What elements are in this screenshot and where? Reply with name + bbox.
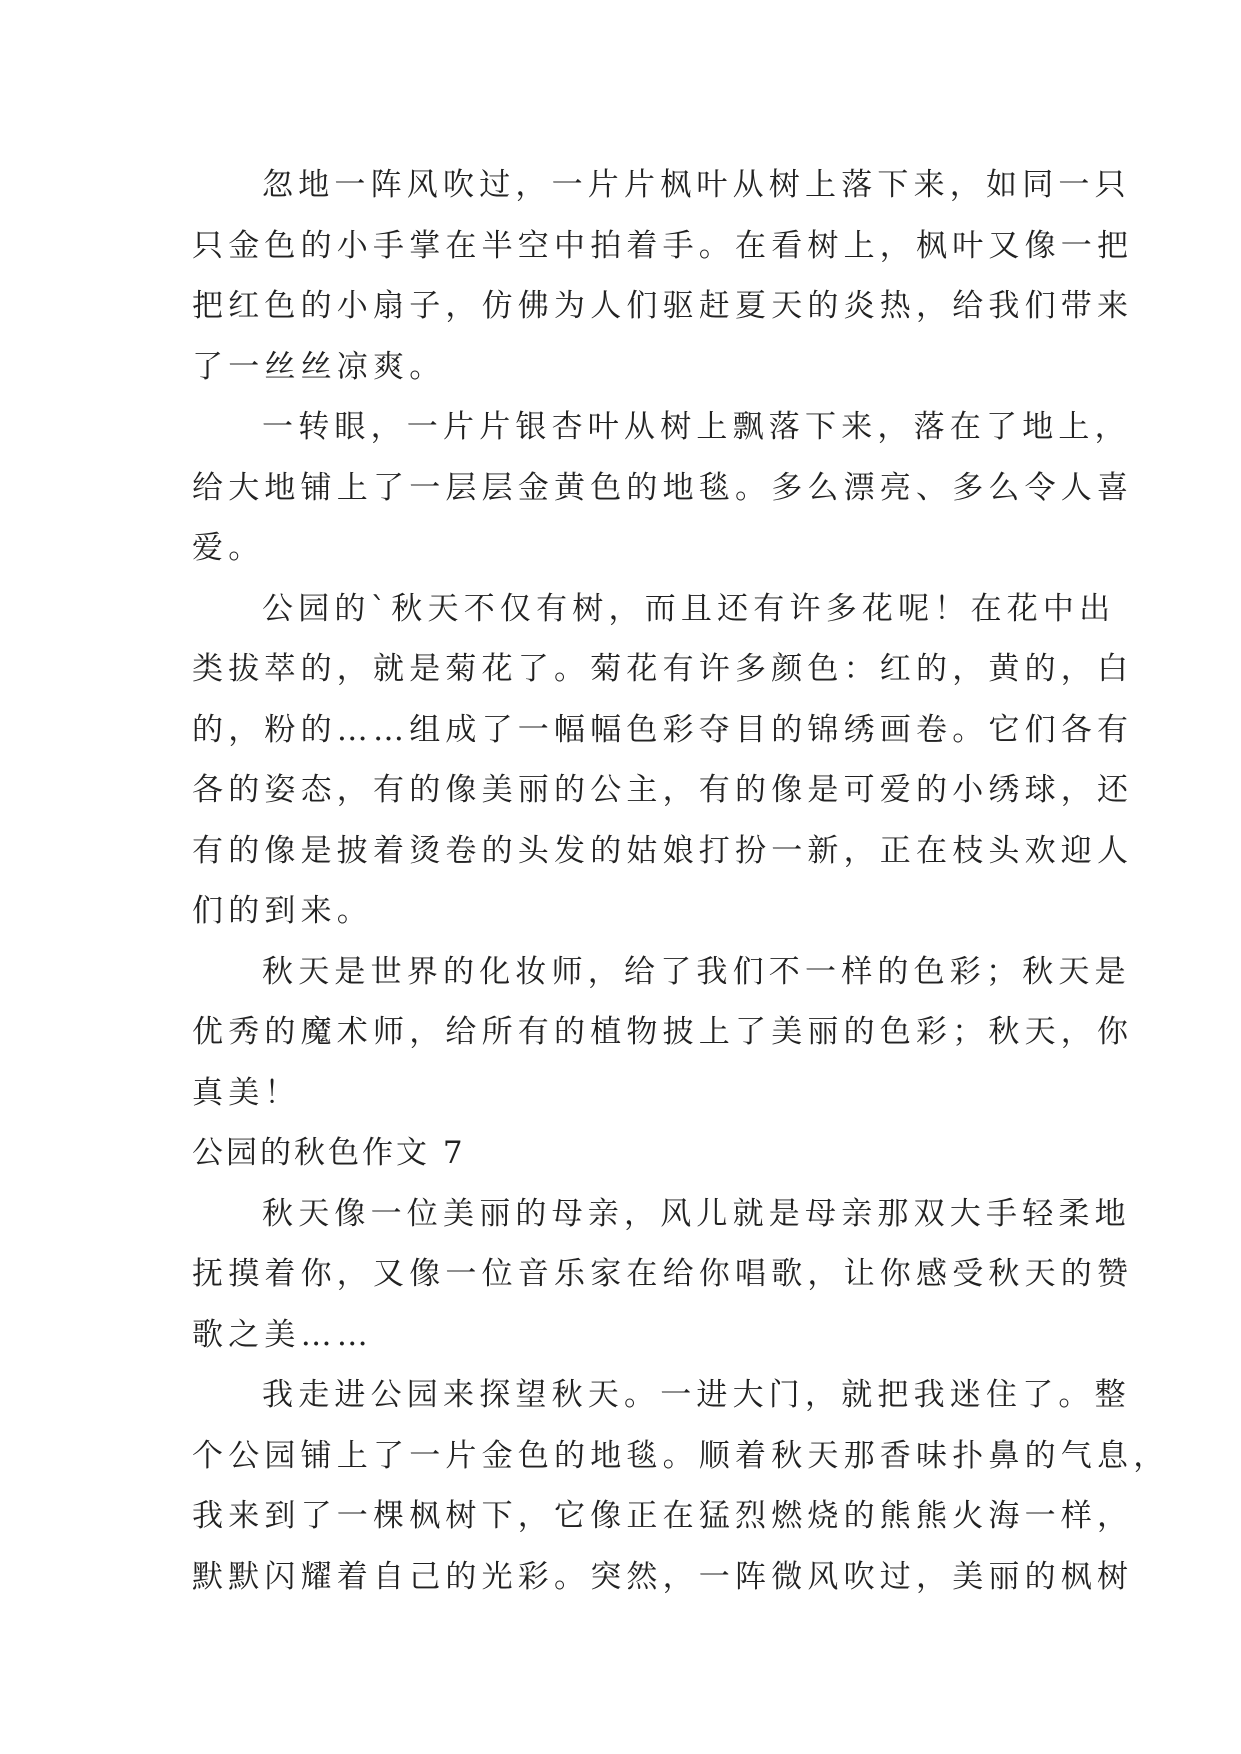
text-line: 真美！ xyxy=(192,1074,301,1111)
text-line: 我来到了一棵枫树下，它像正在猛烈燃烧的熊熊火海一样， xyxy=(192,1498,1134,1534)
text-line: 们的到来。 xyxy=(192,893,373,929)
text-line: 忽地一阵风吹过，一片片枫叶从树上落下来，如同一只 xyxy=(262,167,1131,203)
text-line: 只金色的小手掌在半空中拍着手。在看树上，枫叶又像一把 xyxy=(192,227,1134,264)
text-line: 默默闪耀着自己的光彩。突然，一阵微风吹过，美丽的枫树 xyxy=(192,1558,1134,1595)
section-heading: 公园的秋色作文 7 xyxy=(192,1135,466,1171)
text-line: 爱。 xyxy=(192,530,265,566)
text-line: 有的像是披着烫卷的头发的姑娘打扮一新，正在枝头欢迎人 xyxy=(192,832,1134,869)
text-line: 给大地铺上了一层层金黄色的地毯。多么漂亮、多么令人喜 xyxy=(192,469,1134,506)
text-line: 的，粉的……组成了一幅幅色彩夺目的锦绣画卷。它们各有 xyxy=(192,711,1134,748)
text-line: 把红色的小扇子，仿佛为人们驱赶夏天的炎热，给我们带来 xyxy=(192,288,1134,324)
text-line: 秋天像一位美丽的母亲，风儿就是母亲那双大手轻柔地 xyxy=(262,1195,1131,1232)
text-line: 我走进公园来探望秋天。一进大门，就把我迷住了。整 xyxy=(262,1377,1131,1413)
document-body xyxy=(192,155,1170,1607)
text-line: 各的姿态，有的像美丽的公主，有的像是可爱的小绣球，还 xyxy=(192,772,1134,808)
text-line: 一转眼，一片片银杏叶从树上飘落下来，落在了地上， xyxy=(262,409,1131,445)
text-line: 公园的`秋天不仅有树，而且还有许多花呢！在花中出 xyxy=(262,590,1116,627)
text-line: 抚摸着你，又像一位音乐家在给你唱歌，让你感受秋天的赞 xyxy=(192,1256,1134,1292)
text-line: 个公园铺上了一片金色的地毯。顺着秋天那香味扑鼻的气息， xyxy=(192,1437,1170,1474)
text-line: 类拔萃的，就是菊花了。菊花有许多颜色：红的，黄的，白 xyxy=(192,651,1134,687)
text-line: 了一丝丝凉爽。 xyxy=(192,348,446,385)
text-line: 优秀的魔术师，给所有的植物披上了美丽的色彩；秋天，你 xyxy=(192,1014,1134,1050)
text-line: 秋天是世界的化妆师，给了我们不一样的色彩；秋天是 xyxy=(262,953,1131,990)
text-line: 歌之美…… xyxy=(192,1316,373,1353)
